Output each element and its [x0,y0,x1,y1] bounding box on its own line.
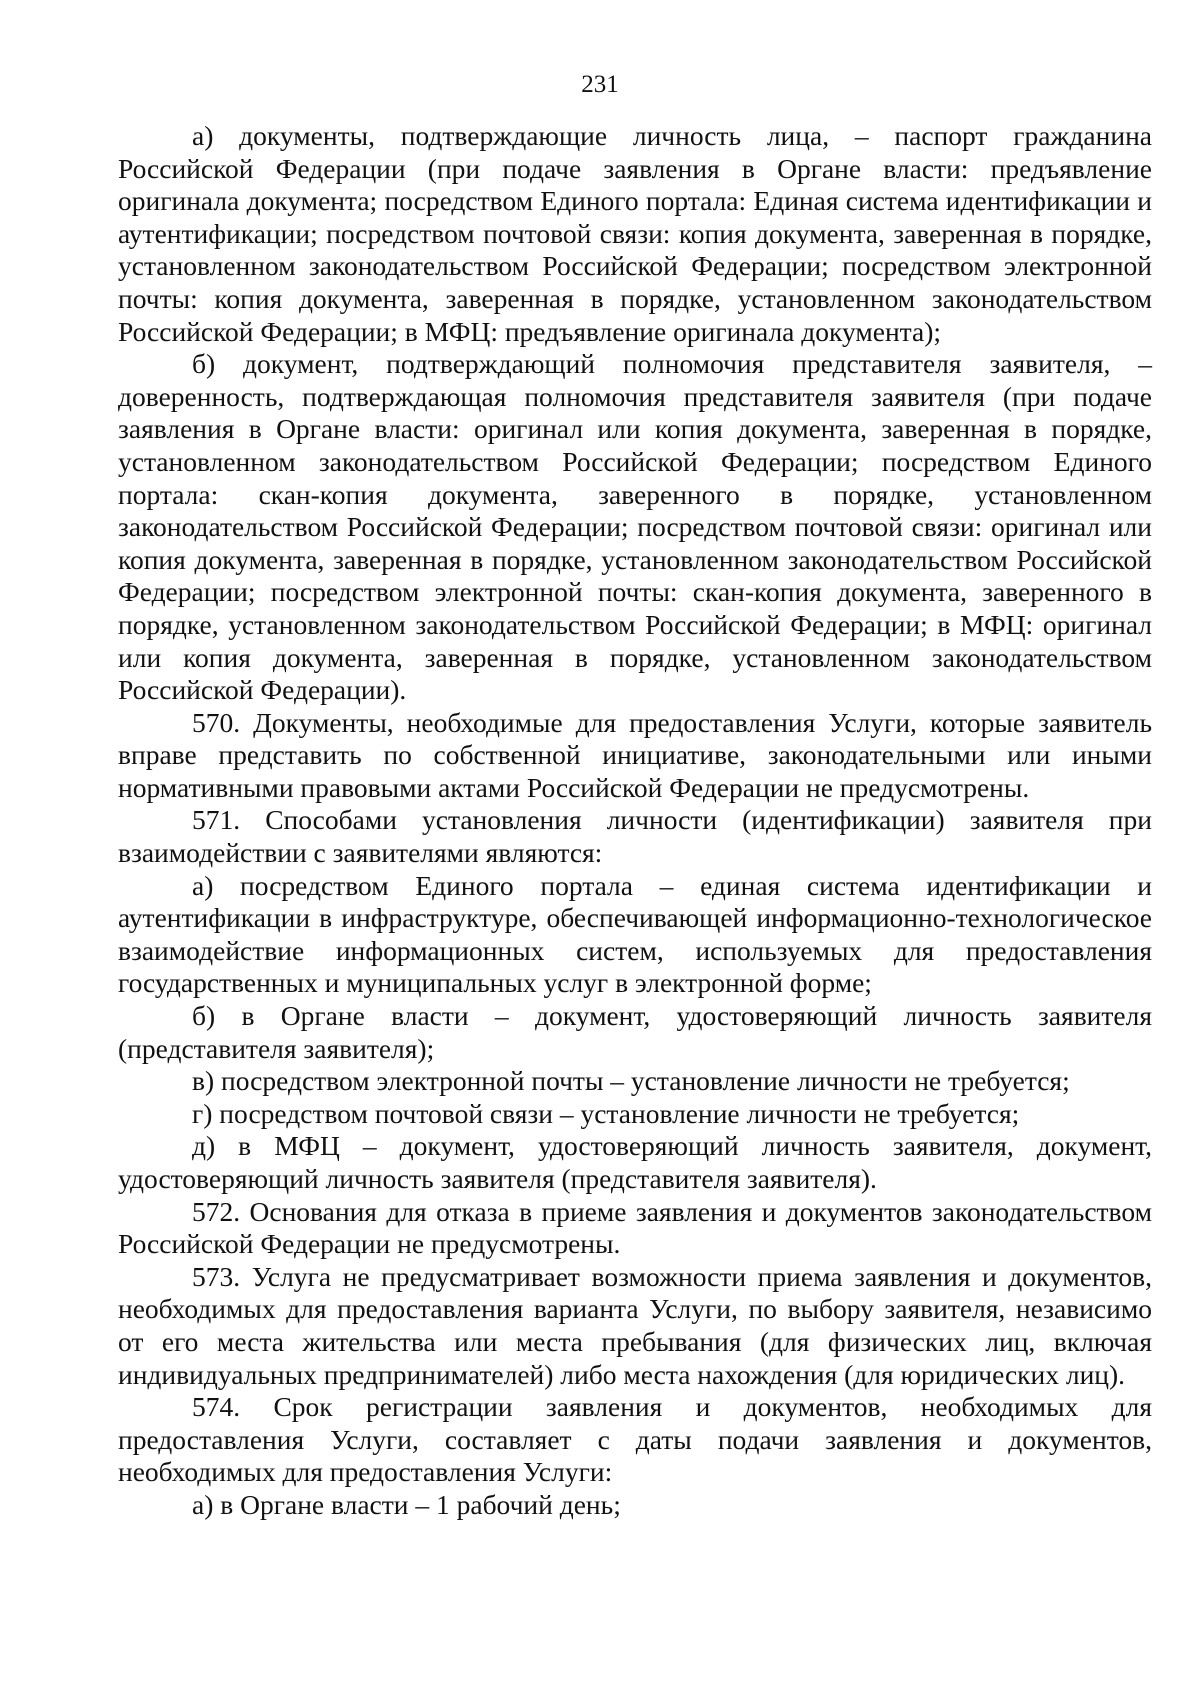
paragraph-571-v: в) посредством электронной почты – установление личности не требуется; [192,1065,1070,1097]
paragraph-574: 574. Срок регистрации заявления и документов, необходимых для предоставления Услуги, составляет с даты подачи заявления и документов, необходимых для предоставления Услуги: [118,1391,1152,1488]
paragraph-571-d: д) в МФЦ – документ, удостоверяющий личность заявителя, документ, удостоверяющий личность заявителя (представителя заявителя). [118,1130,1152,1194]
paragraph-571: 571. Способами установления личности (идентификации) заявителя при взаимодействии с заявителями являются: [118,804,1152,869]
paragraph-570: 570. Документы, необходимые для предоставления Услуги, которые заявитель вправе представить по собственной инициативе, законодательными или иными нормативными правовыми актами Российской Федерации не предусмотрены. [118,706,1152,803]
paragraph-571-a: а) посредством Единого портала – единая система идентификации и аутентификации в инфраструктуре, обеспечивающей информационно-технологическое взаимодействие информационных систем, используемых для предоставления государственных и муниципальных услуг в электронной форме; [118,869,1152,999]
paragraph-572: 572. Основания для отказа в приеме заявления и документов законодательством Российской Федерации не предусмотрены. [118,1195,1152,1260]
paragraph-571-g: г) посредством почтовой связи – установление личности не требуется; [192,1097,1020,1129]
paragraph-573: 573. Услуга не предусматривает возможности приема заявления и документов, необходимых для предоставления варианта Услуги, по выбору заявителя, независимо от его места жительства или места пребывания (для физических лиц, включая индивидуальных предпринимателей) либо места нахождения (для юридических лиц). [118,1260,1152,1390]
paragraph-574-a: а) в Органе власти – 1 рабочий день; [192,1488,621,1520]
paragraph-571-b: б) в Органе власти – документ, удостоверяющий личность заявителя (представителя заявителя); [118,1000,1152,1064]
paragraph-b-representative-authority: б) документ, подтверждающий полномочия представителя заявителя, – доверенность, подтверждающая полномочия представителя заявителя (при подаче заявления в Органе власти: оригинал или копия документа, заверенная в порядке, установленном законодательством Российской Федерации; посредством Единого портала: скан-копия документа, заверенного в порядке, установленном законодательством Российской Федерации; посредством почтовой связи: оригинал или копия документа, заверенная в порядке, установленном законодательством Российской Федерации; посредством электронной почты: скан-копия документа, заверенного в порядке, установленном законодательством Российской Федерации; в МФЦ: оригинал или копия документа, заверенная в порядке, установленном законодательством Российской Федерации). [118,348,1152,706]
document-body [118,120,1152,1522]
paragraph-a-identity-documents: а) документы, подтверждающие личность лица, – паспорт гражданина Российской Федерации (при подаче заявления в Органе власти: предъявление оригинала документа; посредством Единого портала: Единая система идентификации и аутентификации; посредством почтовой связи: копия документа, заверенная в порядке, установленном законодательством Российской Федерации; посредством электронной почты: копия документа, заверенная в порядке, установленном законодательством Российской Федерации; в МФЦ: предъявление оригинала документа); [118,120,1152,347]
page-number: 231 [581,71,619,98]
